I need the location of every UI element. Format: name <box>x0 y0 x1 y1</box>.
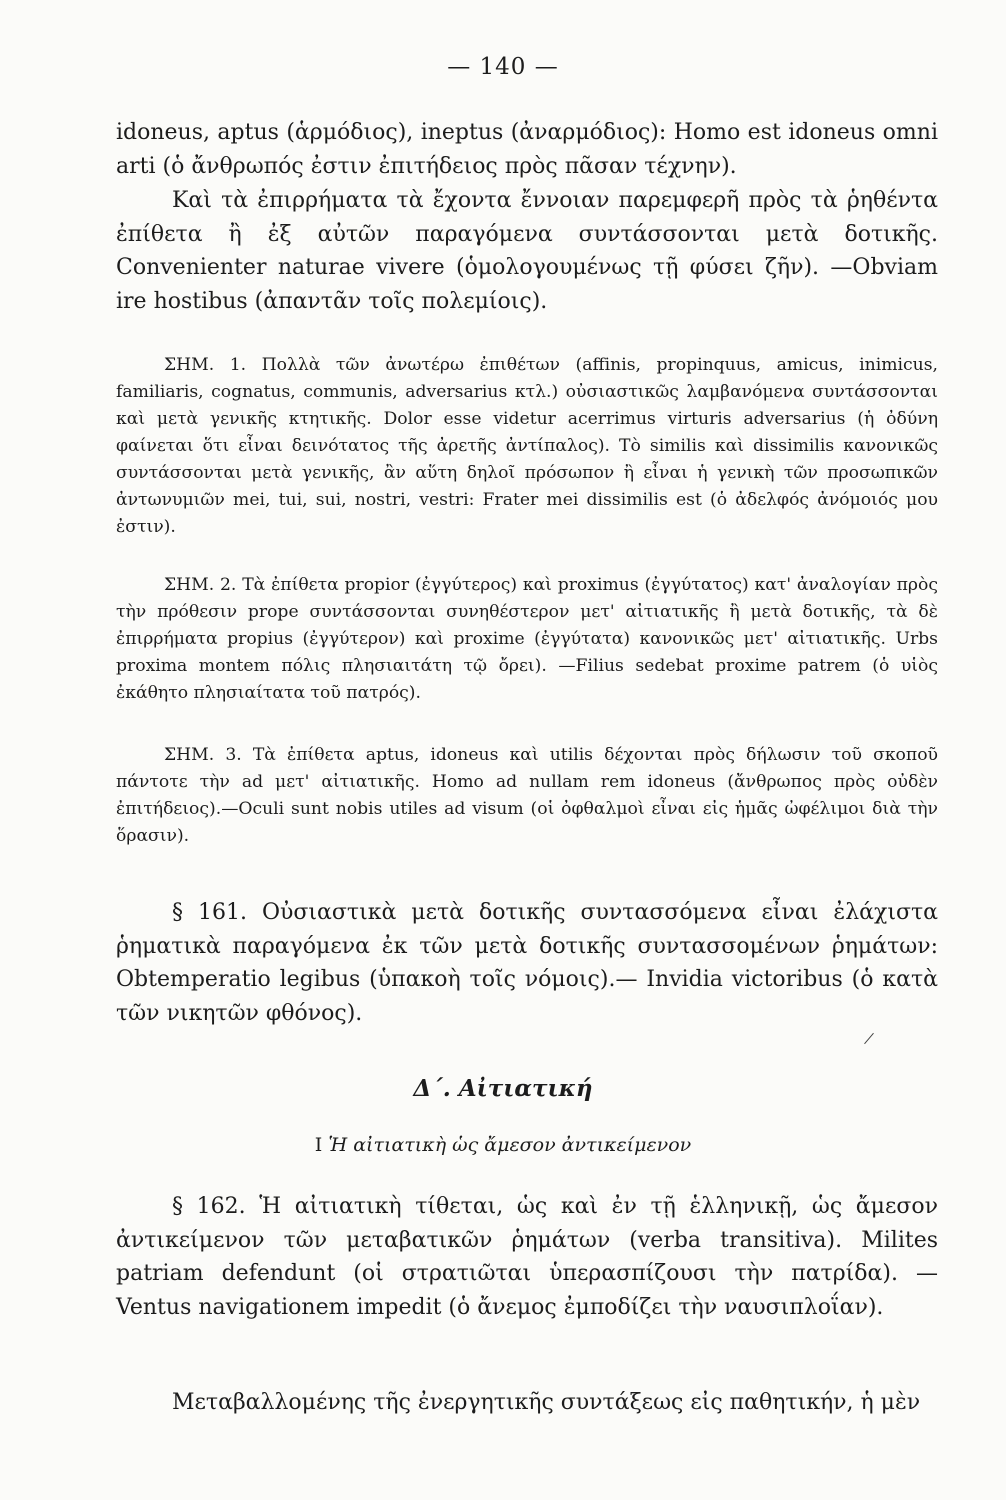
paragraph-text: Μεταβαλλομένης τῆς ἐνεργητικῆς συντάξεως εἰς παθητικήν, ἡ μὲν <box>172 1390 921 1415</box>
subsection-text: Ἡ αἰτιατικὴ ὡς ἄμεσον ἀντικείμενον <box>328 1134 692 1156</box>
paragraph-162 <box>116 1190 938 1324</box>
subsection-number: I <box>314 1134 323 1156</box>
note-text: ΣΗΜ. 1. Πολλὰ τῶν ἀνωτέρω ἐπιθέτων (affinis, propinquus, amicus, inimicus, familiaris, cognatus, communis, adversarius κτλ.) οὐσιαστικῶς λαμβανόμενα συντάσσονται καὶ μετὰ γενικῆς κτητικῆς. Dolor esse videtur acerrimus virturis adversarius (ἡ ὀδύνη φαίνεται ὅτι εἶναι δεινότατος τῆς ἀρετῆς ἀντίπαλος). Τὸ similis καὶ dissimilis κανονικῶς συντάσσονται μετὰ γενικῆς, ἂν αὕτη δηλοῖ πρόσωπον ἢ εἶναι ἡ γενικὴ τῶν προσωπικῶν ἀντωνυμιῶν mei, tui, sui, nostri, vestri: Frater mei dissimilis est (ὁ ἀδελφός ἀνόμοιός μου ἐστιν). <box>116 355 938 537</box>
note-text: ΣΗΜ. 3. Τὰ ἐπίθετα aptus, idoneus καὶ utilis δέχονται πρὸς δήλωσιν τοῦ σκοποῦ πάντοτε τὴν ad μετ' αἰτιατικῆς. Homo ad nullam rem idoneus (ἄνθρωπος πρὸς οὐδὲν ἐπιτήδειος).—Oculi sunt nobis utiles ad visum (οἱ ὀφθαλμοὶ εἶναι εἰς ἡμᾶς ὠφέλιμοι διὰ τὴν ὅρασιν). <box>116 745 938 846</box>
paragraph-last <box>116 1386 938 1420</box>
page-number: — 140 — <box>447 54 559 80</box>
paragraph-adverbs <box>116 184 938 318</box>
stray-mark <box>864 1033 874 1044</box>
paragraph-text: § 161. Οὐσιαστικὰ μετὰ δοτικῆς συντασσόμενα εἶναι ἐλάχιστα ῥηματικὰ παραγόμενα ἐκ τῶν μετὰ δοτικῆς συντασσομένων ῥημάτων: Obtemperatio legibus (ὑπακοὴ τοῖς νόμοις).— Invidia victoribus (ὁ κατὰ τῶν νικητῶν φθόνος). <box>116 900 938 1026</box>
paragraph-text: idoneus, aptus (ἁρμόδιος), ineptus (ἀναρμόδιος): Homo est idoneus omni arti (ὁ ἄνθρωπός ἐστιν ἐπιτήδειος πρὸς πᾶσαν τέχνην). <box>116 120 938 179</box>
subsection-heading <box>0 1134 1006 1156</box>
note-1 <box>116 352 938 541</box>
paragraph-idoneus <box>116 116 938 183</box>
paragraph-text: § 162. Ἡ αἰτιατικὴ τίθεται, ὡς καὶ ἐν τῇ ἑλληνικῇ, ὡς ἄμεσον ἀντικείμενον τῶν μεταβατικῶν ῥημάτων (verba transitiva). Milites patriam defendunt (οἱ στρατιῶται ὑπερασπίζουσι τὴν πατρίδα). — Ventus navigationem impedit (ὁ ἄνεμος ἐμποδίζει τὴν ναυσιπλοΐαν). <box>116 1194 938 1320</box>
note-2 <box>116 572 938 707</box>
note-3 <box>116 742 938 850</box>
section-heading: Δ΄. Αἰτιατική <box>413 1075 593 1102</box>
paragraph-161 <box>116 896 938 1030</box>
paragraph-text: Καὶ τὰ ἐπιρρήματα τὰ ἔχοντα ἔννοιαν παρεμφερῆ πρὸς τὰ ῥηθέντα ἐπίθετα ἢ ἐξ αὐτῶν παραγόμενα συντάσσονται μετὰ δοτικῆς. Convenienter naturae vivere (ὁμολογουμένως τῇ φύσει ζῆν). —Obviam ire hostibus (ἀπαντᾶν τοῖς πολεμίοις). <box>116 188 938 314</box>
note-text: ΣΗΜ. 2. Τὰ ἐπίθετα propior (ἐγγύτερος) καὶ proximus (ἐγγύτατος) κατ' ἀναλογίαν πρὸς τὴν πρόθεσιν prope συντάσσονται συνηθέστερον μετ' αἰτιατικῆς ἢ μετὰ δοτικῆς, τὰ δὲ ἐπιρρήματα propius (ἐγγύτερον) καὶ proxime (ἐγγύτατα) κανονικῶς μετ' αἰτιατικῆς. Urbs proxima montem πόλις πλησιαιτάτη τῷ ὄρει). —Filius sedebat proxime patrem (ὁ υἱὸς ἐκάθητο πλησιαίτατα τοῦ πατρός). <box>116 575 938 703</box>
